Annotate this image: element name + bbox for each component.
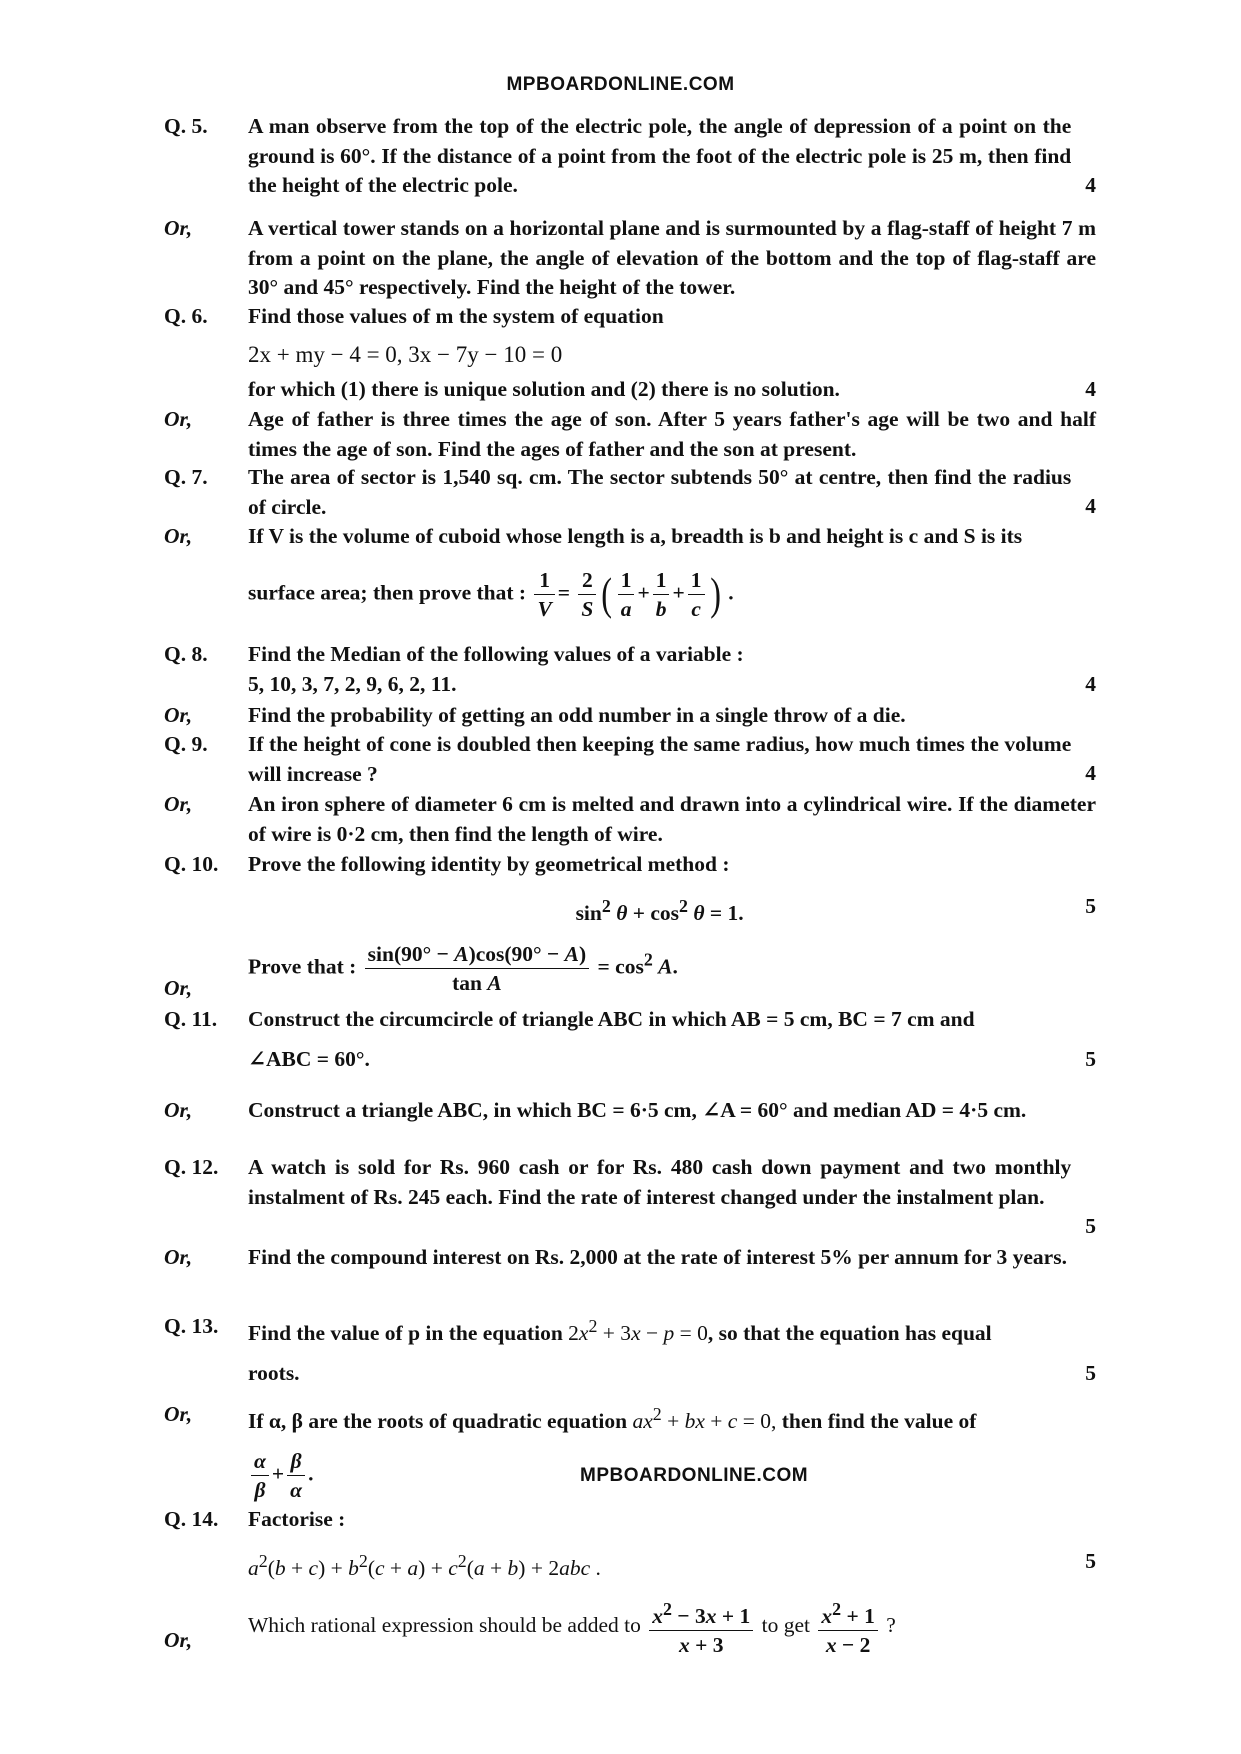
question-label: Q. 5. — [164, 114, 208, 138]
question-13-or — [164, 1400, 1096, 1504]
question-text-2: , so that the equation has equal — [707, 1321, 992, 1346]
alpha-beta-expression: $\frac{\alpha}{\beta}$ + $\frac{\beta}{\alpha}$ . — [248, 1447, 1096, 1504]
or-label: Or, — [164, 1245, 193, 1269]
marks: 5 — [1085, 893, 1096, 918]
question-13 — [164, 1312, 1096, 1388]
question-5-or — [164, 214, 1096, 303]
question-text-3: roots. — [248, 1360, 300, 1385]
marks: 5 — [1085, 1360, 1096, 1385]
angle-condition: ∠ABC = 60°. — [248, 1046, 370, 1071]
question-text: A man observe from the top of the electric pole, the angle of depression of a point on the ground is 60°. If the distance of a point from the foot of the electric pole is 25 m, then find the height of the electric pole. — [248, 114, 1072, 197]
question-11-or — [164, 1096, 1096, 1126]
question-9 — [164, 730, 1096, 789]
marks: 4 — [1085, 173, 1096, 197]
watermark-top: MPBOARDONLINE.COM — [506, 74, 735, 95]
question-text: Find those values of m the system of equation — [248, 304, 664, 328]
question-text: Find the compound interest on Rs. 2,000 at the rate of interest 5% per annum for 3 years. — [248, 1245, 1067, 1269]
question-text: Prove that : — [248, 954, 357, 979]
question-text: Age of father is three times the age of son. After 5 years father's age will be two and half times the age of son. Find the ages of father and the son at present. — [248, 407, 1096, 461]
question-label: Q. 7. — [164, 465, 208, 489]
question-text: Find the probability of getting an odd number in a single throw of a die. — [248, 703, 906, 727]
fraction-2-over-s: $\frac{2}{S}$ — [578, 566, 596, 623]
or-label: Or, — [164, 524, 193, 548]
or-label: Or, — [164, 1098, 193, 1122]
question-8 — [164, 640, 1096, 699]
or-label: Or, — [164, 407, 193, 431]
question-label: Q. 13. — [164, 1314, 219, 1338]
factorise-expression: 5 $a^2(b + c) + b^2(c + a) + c^2(a + b) + 2abc$ . — [248, 1548, 1096, 1580]
identity-equation: $\sin^2 \theta + \cos^2 \theta = 1$. — [575, 895, 744, 925]
values-list: 5, 10, 3, 7, 2, 9, 6, 2, 11. — [248, 671, 457, 696]
question-text: A vertical tower stands on a horizontal plane and is surmounted by a flag-staff of height 7 m from a point on the plane, the angle of elevation of the bottom and the top of flag-staff are 30° and 45° respectively. Find the height of the tower. — [248, 216, 1096, 299]
marks: 5 — [1085, 1046, 1096, 1071]
question-text: If the height of cone is doubled then keeping the same radius, how much times the volume will increase ? — [248, 732, 1072, 786]
question-label: Q. 14. — [164, 1507, 219, 1531]
question-text: If V is the volume of cuboid whose length is a, breadth is b and height is c and S is its — [248, 524, 1023, 548]
fraction-1-over-v: $\frac{1}{V}$ — [534, 566, 554, 623]
question-text: Which rational expression should be added to — [248, 1613, 641, 1638]
question-7-or — [164, 522, 1096, 623]
question-text-2: to get — [761, 1613, 810, 1638]
marks: 5 — [1085, 1214, 1096, 1238]
question-6 — [164, 302, 1096, 405]
question-6-or — [164, 405, 1096, 464]
trig-fraction: $\frac{\sin(90^\circ - A)\cos(90^\circ - A)}{\text{tan A}}$ — [365, 940, 590, 997]
prove-line: surface area; then prove that : $\frac{1}{V}$ = $\frac{2}{S}$ ( $\frac{1}{a}$ + $\frac{1}{b}$ + $\frac{1}{c}$ ) . — [248, 567, 734, 621]
question-label: Q. 6. — [164, 304, 208, 328]
question-9-or — [164, 790, 1096, 849]
question-14-or — [164, 1595, 1096, 1659]
or-label: Or, — [164, 976, 193, 1000]
identity-line — [164, 892, 1096, 929]
question-text-2: for which (1) there is unique solution and (2) there is no solution. — [248, 377, 840, 401]
question-text: A watch is sold for Rs. 960 cash or for Rs. 480 cash down payment and two monthly instalment of Rs. 245 each. Find the rate of interest changed under the instalment plan. — [248, 1155, 1072, 1209]
or-label: Or, — [164, 1628, 193, 1652]
question-text: Find the Median of the following values of a variable : — [248, 642, 744, 666]
question-10-or — [164, 940, 1096, 1000]
equation-system: 2x + my − 4 = 0, 3x − 7y − 10 = 0 — [248, 341, 563, 367]
question-5 — [164, 112, 1096, 201]
question-text: Factorise : — [248, 1507, 346, 1531]
question-line: Which rational expression should be added to $\frac{x^2 - 3x + 1}{x + 3}$ to get $\frac{x^2 + 1}{x - 2}$ ? — [248, 1595, 1096, 1659]
question-label: Q. 9. — [164, 732, 208, 756]
or-label: Or, — [164, 792, 193, 816]
question-text-2: then find the value of — [781, 1409, 977, 1434]
question-label: Q. 11. — [164, 1007, 218, 1031]
question-text: Construct the circumcircle of triangle ABC in which AB = 5 cm, BC = 7 cm and — [248, 1007, 975, 1031]
question-12 — [164, 1153, 1096, 1242]
marks: 4 — [1085, 671, 1096, 696]
question-label: Q. 12. — [164, 1155, 219, 1179]
quadratic-equation: $2x^2 + 3x - p = 0$ — [568, 1316, 708, 1346]
or-label: Or, — [164, 1402, 193, 1426]
question-line — [248, 1312, 1096, 1349]
question-text: An iron sphere of diameter 6 cm is melted and drawn into a cylindrical wire. If the diameter of wire is 0·2 cm, then find the length of wire. — [248, 792, 1096, 846]
question-text: Prove the following identity by geometrical method : — [248, 852, 730, 876]
question-text: Find the value of p in the equation — [248, 1321, 563, 1346]
question-line — [248, 1400, 1096, 1437]
question-text-2: surface area; then prove that : — [248, 579, 527, 604]
quadratic-equation: $ax^2$ + bx + c = 0, — [632, 1404, 782, 1434]
question-14 — [164, 1505, 1096, 1583]
question-7 — [164, 463, 1096, 522]
question-label: Q. 10. — [164, 852, 219, 876]
question-11 — [164, 1005, 1096, 1074]
question-text: If α, β are the roots of quadratic equation — [248, 1409, 628, 1434]
watermark-bottom: MPBOARDONLINE.COM — [580, 1465, 809, 1486]
question-10 — [164, 850, 1096, 928]
or-label: Or, — [164, 216, 193, 240]
fraction-given: $\frac{x^2 - 3x + 1}{x + 3}$ — [649, 1595, 753, 1659]
question-12-or — [164, 1243, 1096, 1273]
marks: 4 — [1085, 494, 1096, 518]
marks: 4 — [1085, 761, 1096, 785]
marks: 5 — [1085, 1548, 1096, 1573]
or-label: Or, — [164, 703, 193, 727]
prove-line: Prove that : $\frac{\sin(90^\circ - A)\cos(90^\circ - A)}{\text{tan A}}$ = $\cos^2 A$. — [248, 942, 678, 995]
marks: 4 — [1085, 377, 1096, 401]
question-text: Construct a triangle ABC, in which BC = 6·5 cm, ∠A = 60° and median AD = 4·5 cm. — [248, 1098, 1027, 1122]
question-label: Q. 8. — [164, 642, 208, 666]
question-8-or — [164, 701, 1096, 731]
question-text: The area of sector is 1,540 sq. cm. The sector subtends 50° at centre, then find the radius of circle. — [248, 465, 1072, 519]
fraction-target: $\frac{x^2 + 1}{x - 2}$ — [818, 1595, 877, 1659]
